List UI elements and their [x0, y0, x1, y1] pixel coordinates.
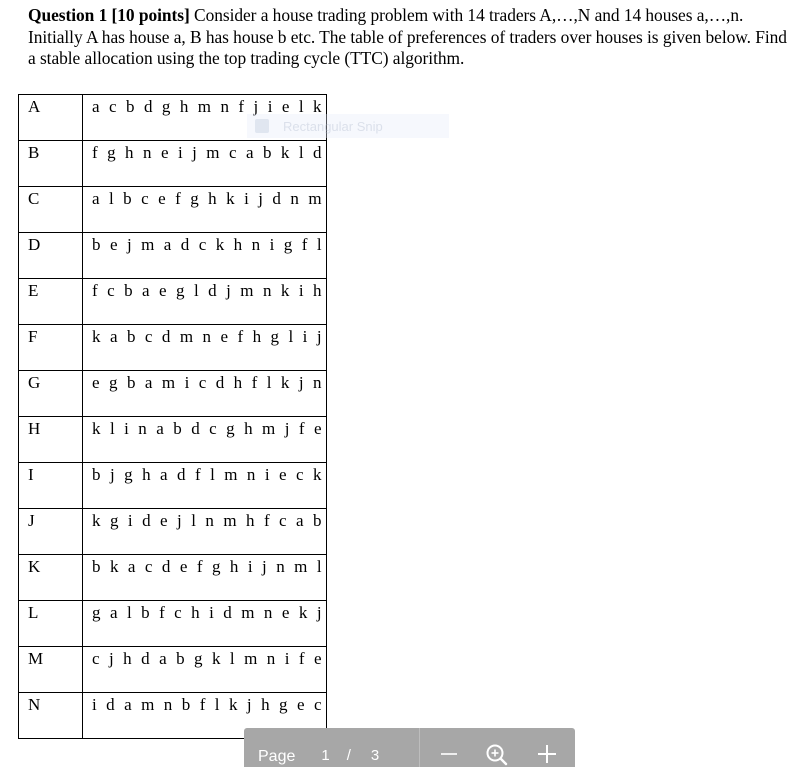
preference-cell: f c b a e g l d j m n k i h	[83, 279, 327, 325]
table-row	[19, 647, 327, 693]
minus-icon	[433, 736, 465, 766]
preference-cell: b j g h a d f l m n i e c k	[83, 463, 327, 509]
zoom-out-button[interactable]	[433, 736, 465, 766]
table-row	[19, 233, 327, 279]
preference-cell: b e j m a d c k h n i g f l	[83, 233, 327, 279]
table-row	[19, 463, 327, 509]
preference-cell: k a b c d m n e f h g l i j	[83, 325, 327, 371]
total-pages: 3	[370, 747, 380, 764]
preference-cell: k g i d e j l n m h f c a b	[83, 509, 327, 555]
table-row	[19, 509, 327, 555]
preference-cell: a l b c e f g h k i j d n m	[83, 187, 327, 233]
trader-cell: H	[19, 417, 83, 463]
question-body: Consider a house trading problem with 14 traders A,…,N and 14 houses a,…,n. Initially A has house a, B has house b etc. The table of preferences of traders over houses is given below. Find a stable allocation using the top trading cycle (TTC) algorithm.	[28, 5, 787, 68]
table-row	[19, 325, 327, 371]
trader-cell: F	[19, 325, 83, 371]
preference-cell: c j h d a b g k l m n i f e	[83, 647, 327, 693]
question-title: Question 1 [10 points]	[28, 5, 190, 25]
table-row	[19, 371, 327, 417]
trader-cell: M	[19, 647, 83, 693]
snip-label: Rectangular Snip	[283, 118, 383, 134]
toolbar-divider	[419, 728, 420, 767]
trader-cell: C	[19, 187, 83, 233]
trader-cell: B	[19, 141, 83, 187]
question-text	[28, 5, 793, 70]
preference-cell: b k a c d e f g h i j n m l	[83, 555, 327, 601]
pdf-viewer-toolbar	[244, 728, 575, 767]
trader-cell: J	[19, 509, 83, 555]
current-page-input[interactable]: 1	[321, 747, 330, 764]
table-row	[19, 417, 327, 463]
trader-cell: D	[19, 233, 83, 279]
rectangular-snip-overlay	[247, 114, 449, 138]
trader-cell: K	[19, 555, 83, 601]
table-row	[19, 279, 327, 325]
zoom-magnifier-icon	[481, 736, 513, 766]
table-row	[19, 601, 327, 647]
trader-cell: G	[19, 371, 83, 417]
trader-cell: L	[19, 601, 83, 647]
trader-cell: N	[19, 693, 83, 739]
preference-cell: i d a m n b f l k j h g e c	[83, 693, 327, 739]
preference-table	[18, 94, 327, 739]
trader-cell: E	[19, 279, 83, 325]
table-row	[19, 555, 327, 601]
preference-cell: k l i n a b d c g h m j f e	[83, 417, 327, 463]
trader-cell: I	[19, 463, 83, 509]
preference-cell: g a l b f c h i d m n e k j	[83, 601, 327, 647]
page-label: Page	[258, 747, 296, 765]
table-row	[19, 187, 327, 233]
plus-icon	[531, 736, 563, 766]
zoom-in-button[interactable]	[531, 736, 563, 766]
table-row	[19, 141, 327, 187]
page-separator: /	[346, 747, 351, 764]
zoom-button[interactable]	[481, 736, 513, 766]
trader-cell: A	[19, 95, 83, 141]
preference-cell: e g b a m i c d h f l k j n	[83, 371, 327, 417]
preference-cell: f g h n e i j m c a b k l d	[83, 141, 327, 187]
snip-icon	[255, 119, 269, 133]
preference-cell: a c b d g h m n f j i e l k	[83, 95, 327, 141]
